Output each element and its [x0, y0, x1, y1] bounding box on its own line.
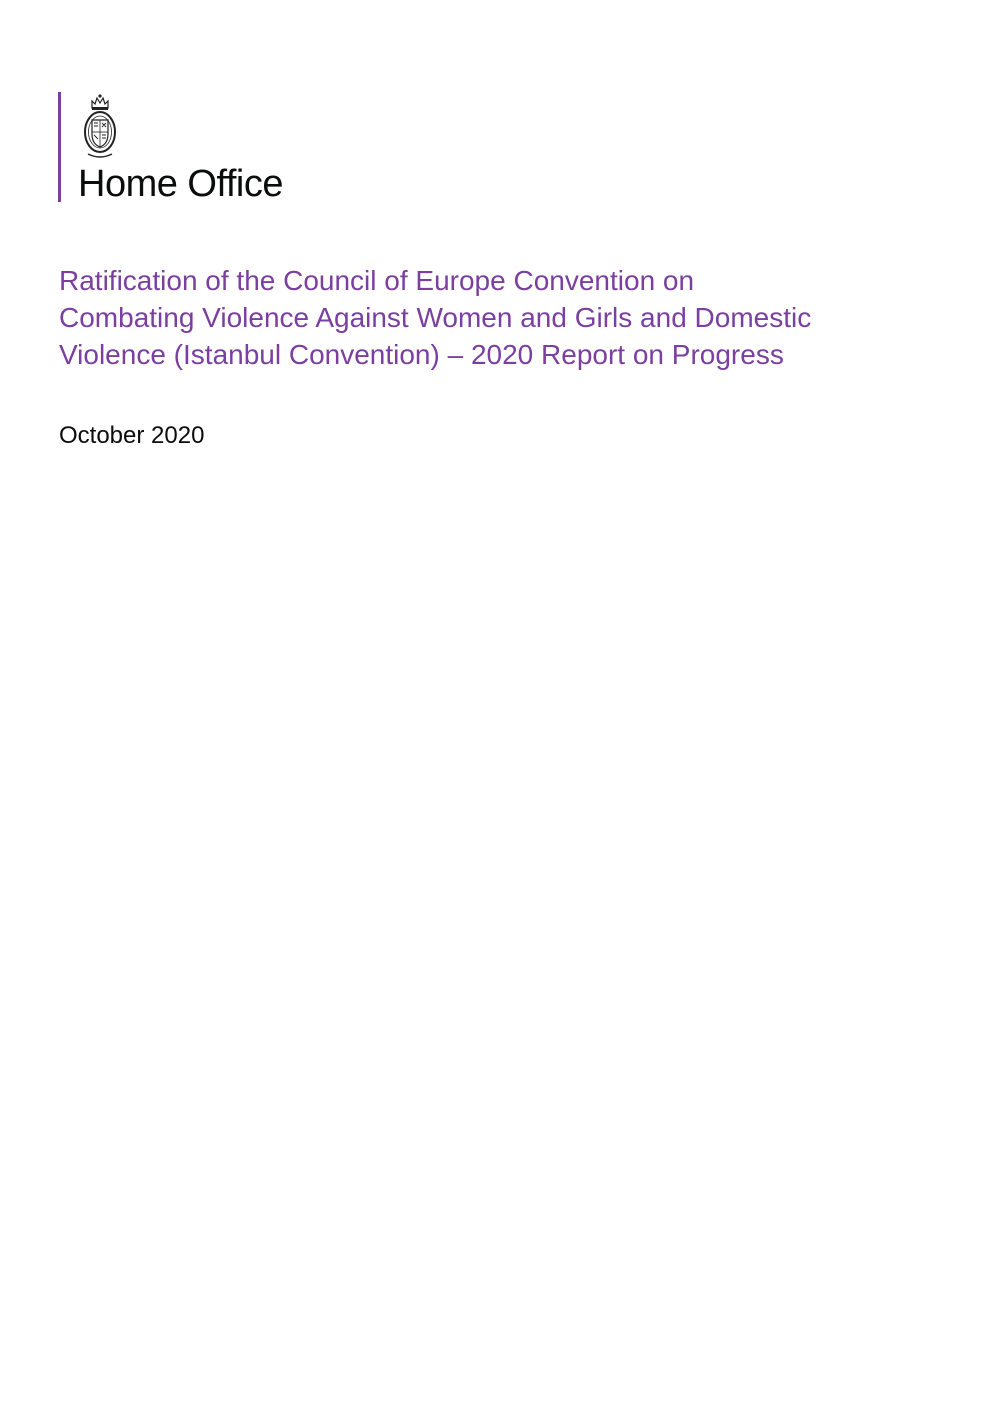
home-office-logo	[58, 92, 358, 205]
publication-date: October 2020	[59, 422, 205, 449]
organisation-name: Home Office	[78, 163, 283, 205]
document-title-line: Ratification of the Council of Europe Convention on	[59, 265, 695, 296]
document-title	[59, 262, 939, 373]
logo-brand-rule	[58, 92, 61, 202]
royal-coat-of-arms-icon	[80, 92, 120, 162]
document-title-line: Combating Violence Against Women and Girls and Domestic	[59, 302, 812, 333]
document-title-line: Violence (Istanbul Convention) – 2020 Report on Progress	[59, 339, 784, 370]
